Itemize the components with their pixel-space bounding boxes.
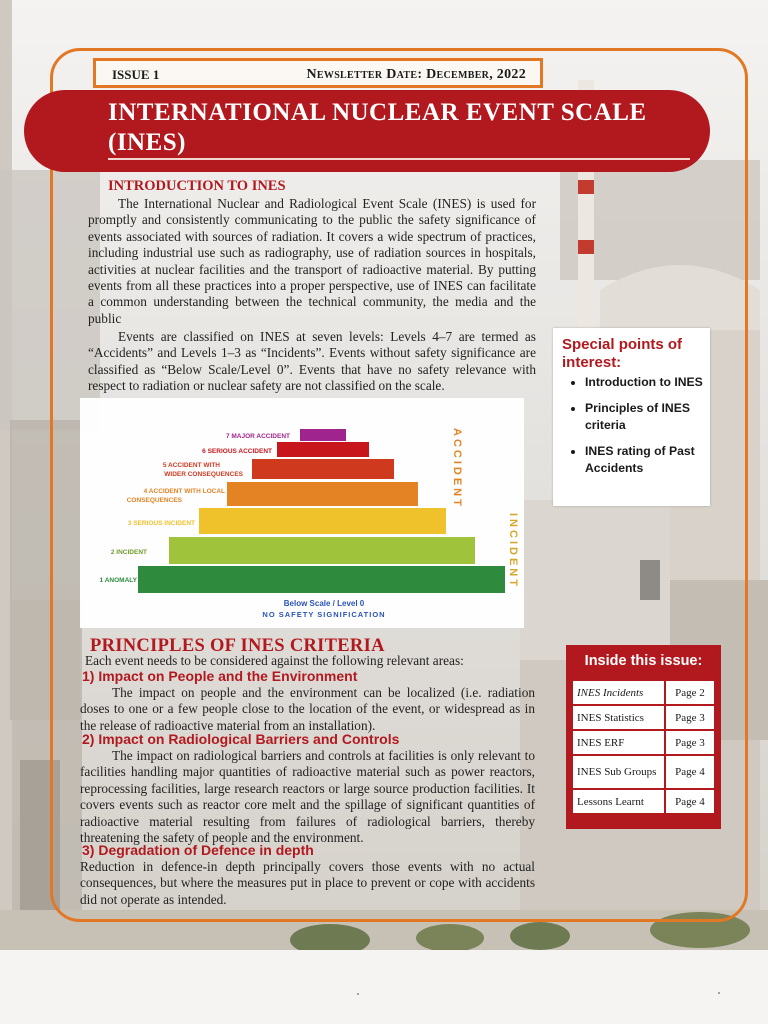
- level-2-label: 2 INCIDENT: [110, 549, 147, 556]
- level-4-label-line1: 4 ACCIDENT WITH LOCAL: [143, 488, 225, 495]
- special-points-list: [563, 374, 705, 486]
- table-row: [572, 730, 715, 755]
- contents-item: INES Statistics: [572, 705, 665, 730]
- level-5-label-line1: 5 ACCIDENT WITH: [162, 462, 220, 469]
- level-6-bar: [277, 442, 369, 457]
- table-row: [572, 755, 715, 789]
- contents-page: Page 3: [665, 730, 715, 755]
- ines-pyramid-diagram: [80, 398, 524, 628]
- newsletter-date: Newsletter Date: December, 2022: [306, 67, 526, 82]
- incident-vertical-label: INCIDENT: [507, 513, 519, 589]
- below-scale-label: Below Scale / Level 0: [283, 599, 365, 608]
- level-4-bar: [227, 482, 418, 506]
- scan-speck: [357, 993, 359, 995]
- table-row: [572, 680, 715, 705]
- contents-item: INES Incidents: [572, 680, 665, 705]
- contents-item: INES ERF: [572, 730, 665, 755]
- intro-paragraph-2: Events are classified on INES at seven levels: Levels 4–7 are termed as “Accidents” and Levels 1–3 as “Incidents”. Events without safety significance are classified as “Below Scale/Level 0”. Events that have no safety relevance with respect to radiation or nuclear safety are not classified on the scale.: [88, 329, 536, 394]
- section-2-text: The impact on radiological barriers and controls at facilities is only relevant to facilities handling major quantities of radioactive material such as power reactors, reprocessing facilities, large research reactors or large source production facilities. It covers events such as reactor core melt and the spillage of significant quantities of radioactive material resulting from failures of radiological barriers, thereby threatening the safety of people and the environment.: [80, 748, 535, 846]
- contents-page: Page 3: [665, 705, 715, 730]
- contents-page: Page 4: [665, 755, 715, 789]
- level-3-bar: [199, 508, 446, 534]
- level-3-label: 3 SERIOUS INCIDENT: [127, 520, 195, 527]
- table-row: [572, 705, 715, 730]
- intro-paragraph-1: The International Nuclear and Radiological Event Scale (INES) is used for promptly and consistently communicating to the public the safety significance of events associated with sources of radiation. It covers a wide spectrum of practices, including industrial use such as radiography, use of radiation sources in hospitals, activities at nuclear facilities and the transport of radioactive material. By putting events from all these practices into a proper perspective, use of INES can facilitate a common understanding between the technical community, the media and the public: [88, 196, 536, 326]
- special-point-item: • INES rating of Past Accidents: [585, 443, 705, 478]
- contents-item: Lessons Learnt: [572, 789, 665, 814]
- special-points-box: [553, 328, 710, 506]
- section-3-text: Reduction in defence-in depth principally covers those events with no actual consequences, but where the measures put in place to prevent or cope with accidents did not operate as intended.: [80, 859, 535, 907]
- level-1-bar: [138, 566, 505, 593]
- section-1-heading: 1) Impact on People and the Environment: [82, 668, 358, 684]
- title-banner: [24, 90, 710, 172]
- level-7-bar: [300, 429, 346, 441]
- special-points-title: Special points of interest:: [562, 336, 683, 371]
- section-3-heading: 3) Degradation of Defence in depth: [82, 842, 314, 858]
- page-title: INTERNATIONAL NUCLEAR EVENT SCALE (INES): [108, 99, 647, 156]
- contents-page: Page 4: [665, 789, 715, 814]
- intro-heading: INTRODUCTION TO INES: [108, 178, 286, 194]
- no-safety-label: NO SAFETY SIGNIFICATION: [262, 610, 386, 619]
- title-rule: [108, 158, 690, 160]
- level-4-label-line2: CONSEQUENCES: [126, 497, 182, 504]
- inside-this-issue-box: [566, 645, 721, 829]
- section-2-heading: 2) Impact on Radiological Barriers and Controls: [82, 731, 400, 747]
- level-6-label: 6 SERIOUS ACCIDENT: [202, 448, 272, 455]
- principles-intro: Each event needs to be considered against the following relevant areas:: [85, 653, 464, 668]
- newsletter-header: [93, 58, 543, 88]
- issue-label: ISSUE 1: [112, 67, 160, 82]
- contents-page: Page 2: [665, 680, 715, 705]
- table-row: [572, 789, 715, 814]
- special-point-item: • Introduction to INES: [585, 374, 705, 392]
- level-5-label-line2: WIDER CONSEQUENCES: [164, 471, 243, 478]
- accident-vertical-label: ACCIDENT: [451, 428, 463, 509]
- principles-heading: PRINCIPLES OF INES CRITERIA: [90, 636, 385, 656]
- contents-item: INES Sub Groups: [572, 755, 665, 789]
- special-point-item: • Principles of INES criteria: [585, 400, 705, 435]
- level-5-bar: [252, 459, 394, 479]
- level-1-label: 1 ANOMALY: [99, 577, 137, 584]
- scan-speck: [718, 992, 720, 994]
- section-1-text: The impact on people and the environment can be localized (i.e. radiation doses to one or a few people close to the location of the event, or widespread as in the release of radioactive material from an installation).: [80, 685, 535, 733]
- inside-title: Inside this issue:: [584, 653, 703, 669]
- contents-table: [571, 679, 716, 815]
- level-2-bar: [169, 537, 475, 564]
- level-7-label: 7 MAJOR ACCIDENT: [225, 433, 290, 440]
